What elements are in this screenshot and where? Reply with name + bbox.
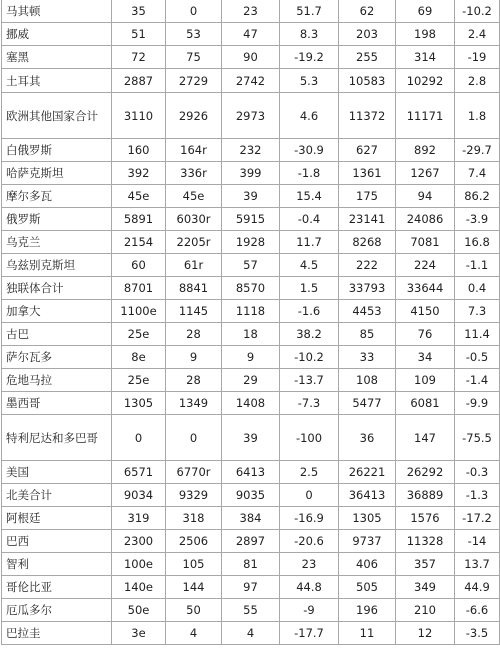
table-cell-col7: 11.4 bbox=[455, 323, 500, 346]
table-row bbox=[2, 300, 500, 323]
table-cell-col6: 349 bbox=[396, 576, 455, 599]
table-cell-col3: 5915 bbox=[222, 208, 280, 231]
table-cell-col4: -20.6 bbox=[280, 530, 339, 553]
table-cell-col4: 2.5 bbox=[280, 461, 339, 484]
table-cell-col3: 384 bbox=[222, 507, 280, 530]
table-cell-col1: 60 bbox=[112, 254, 166, 277]
table-cell-col2: 144 bbox=[166, 576, 222, 599]
table-row bbox=[2, 599, 500, 622]
table-cell-col3: 90 bbox=[222, 46, 280, 69]
table-row bbox=[2, 622, 500, 645]
table-cell-col5: 1361 bbox=[339, 162, 396, 185]
table-cell-col7: -19 bbox=[455, 46, 500, 69]
table-cell-col1: 3110 bbox=[112, 93, 166, 139]
table-cell-col2: 4 bbox=[166, 622, 222, 645]
table-cell-col7: 16.8 bbox=[455, 231, 500, 254]
table-cell-col3: 399 bbox=[222, 162, 280, 185]
table-cell-col7: -6.6 bbox=[455, 599, 500, 622]
table-row bbox=[2, 162, 500, 185]
table-cell-col5: 196 bbox=[339, 599, 396, 622]
table-row bbox=[2, 507, 500, 530]
row-label: 萨尔瓦多 bbox=[2, 346, 112, 369]
table-cell-col2: 1349 bbox=[166, 392, 222, 415]
table-cell-col1: 1305 bbox=[112, 392, 166, 415]
table-cell-col5: 11 bbox=[339, 622, 396, 645]
table-cell-col1: 50e bbox=[112, 599, 166, 622]
row-label: 白俄罗斯 bbox=[2, 139, 112, 162]
table-row bbox=[2, 323, 500, 346]
table-cell-col7: -0.3 bbox=[455, 461, 500, 484]
table-cell-col6: 24086 bbox=[396, 208, 455, 231]
table-cell-col4: -17.7 bbox=[280, 622, 339, 645]
table-cell-col2: 9329 bbox=[166, 484, 222, 507]
table-row bbox=[2, 461, 500, 484]
table-cell-col4: -7.3 bbox=[280, 392, 339, 415]
table-cell-col2: 0 bbox=[166, 415, 222, 461]
table-cell-col1: 6571 bbox=[112, 461, 166, 484]
table-cell-col3: 97 bbox=[222, 576, 280, 599]
table-cell-col3: 55 bbox=[222, 599, 280, 622]
table-cell-col6: 198 bbox=[396, 23, 455, 46]
table-cell-col2: 8841 bbox=[166, 277, 222, 300]
table-row bbox=[2, 0, 500, 23]
table-cell-col6: 892 bbox=[396, 139, 455, 162]
table-cell-col2: 75 bbox=[166, 46, 222, 69]
table-cell-col7: 0.4 bbox=[455, 277, 500, 300]
table-cell-col7: -17.2 bbox=[455, 507, 500, 530]
table-row bbox=[2, 23, 500, 46]
table-cell-col7: 1.8 bbox=[455, 93, 500, 139]
row-label: 巴西 bbox=[2, 530, 112, 553]
table-cell-col6: 210 bbox=[396, 599, 455, 622]
table-cell-col5: 26221 bbox=[339, 461, 396, 484]
table-cell-col4: 15.4 bbox=[280, 185, 339, 208]
table-cell-col4: 4.6 bbox=[280, 93, 339, 139]
table-cell-col7: -75.5 bbox=[455, 415, 500, 461]
table-cell-col1: 2300 bbox=[112, 530, 166, 553]
table-cell-col6: 224 bbox=[396, 254, 455, 277]
table-cell-col6: 314 bbox=[396, 46, 455, 69]
row-label: 危地马拉 bbox=[2, 369, 112, 392]
row-label: 土耳其 bbox=[2, 69, 112, 93]
table-cell-col6: 147 bbox=[396, 415, 455, 461]
table-cell-col4: -13.7 bbox=[280, 369, 339, 392]
table-cell-col1: 160 bbox=[112, 139, 166, 162]
table-cell-col5: 23141 bbox=[339, 208, 396, 231]
table-cell-col2: 318 bbox=[166, 507, 222, 530]
table-cell-col5: 5477 bbox=[339, 392, 396, 415]
row-label: 美国 bbox=[2, 461, 112, 484]
table-row bbox=[2, 369, 500, 392]
table-row bbox=[2, 392, 500, 415]
table-cell-col7: -9.9 bbox=[455, 392, 500, 415]
table-cell-col1: 319 bbox=[112, 507, 166, 530]
table-cell-col2: 28 bbox=[166, 369, 222, 392]
table-cell-col1: 8701 bbox=[112, 277, 166, 300]
row-label: 乌克兰 bbox=[2, 231, 112, 254]
table-cell-col4: 44.8 bbox=[280, 576, 339, 599]
table-cell-col4: 8.3 bbox=[280, 23, 339, 46]
table-cell-col7: -1.4 bbox=[455, 369, 500, 392]
row-label: 巴拉圭 bbox=[2, 622, 112, 645]
table-cell-col5: 4453 bbox=[339, 300, 396, 323]
table-cell-col3: 18 bbox=[222, 323, 280, 346]
table-row bbox=[2, 576, 500, 599]
table-cell-col4: 38.2 bbox=[280, 323, 339, 346]
row-label: 阿根廷 bbox=[2, 507, 112, 530]
table-cell-col1: 0 bbox=[112, 415, 166, 461]
table-cell-col1: 8e bbox=[112, 346, 166, 369]
table-cell-col6: 1576 bbox=[396, 507, 455, 530]
table-cell-col6: 26292 bbox=[396, 461, 455, 484]
table-cell-col5: 9737 bbox=[339, 530, 396, 553]
row-label: 古巴 bbox=[2, 323, 112, 346]
table-row bbox=[2, 553, 500, 576]
row-label: 北美合计 bbox=[2, 484, 112, 507]
table-cell-col6: 6081 bbox=[396, 392, 455, 415]
table-cell-col6: 1267 bbox=[396, 162, 455, 185]
table-cell-col3: 1408 bbox=[222, 392, 280, 415]
row-label: 智利 bbox=[2, 553, 112, 576]
table-cell-col1: 51 bbox=[112, 23, 166, 46]
table-cell-col6: 94 bbox=[396, 185, 455, 208]
table-cell-col3: 1928 bbox=[222, 231, 280, 254]
table-body bbox=[2, 0, 500, 645]
table-cell-col3: 23 bbox=[222, 0, 280, 23]
table-row bbox=[2, 46, 500, 69]
table-cell-col2: 164r bbox=[166, 139, 222, 162]
table-cell-col3: 1118 bbox=[222, 300, 280, 323]
table-cell-col6: 109 bbox=[396, 369, 455, 392]
table-cell-col7: -0.5 bbox=[455, 346, 500, 369]
table-cell-col6: 11328 bbox=[396, 530, 455, 553]
table-cell-col3: 9035 bbox=[222, 484, 280, 507]
table-cell-col4: -0.4 bbox=[280, 208, 339, 231]
table-cell-col7: 7.4 bbox=[455, 162, 500, 185]
table-cell-col7: -3.9 bbox=[455, 208, 500, 231]
row-label: 挪威 bbox=[2, 23, 112, 46]
table-row bbox=[2, 185, 500, 208]
table-cell-col4: -1.6 bbox=[280, 300, 339, 323]
table-cell-col3: 2742 bbox=[222, 69, 280, 93]
table-cell-col2: 2506 bbox=[166, 530, 222, 553]
table-row bbox=[2, 254, 500, 277]
row-label: 乌兹别克斯坦 bbox=[2, 254, 112, 277]
row-label: 哈萨克斯坦 bbox=[2, 162, 112, 185]
table-cell-col1: 35 bbox=[112, 0, 166, 23]
row-label: 独联体合计 bbox=[2, 277, 112, 300]
table-cell-col6: 11171 bbox=[396, 93, 455, 139]
row-label: 加拿大 bbox=[2, 300, 112, 323]
table-cell-col7: -1.3 bbox=[455, 484, 500, 507]
table-cell-col2: 28 bbox=[166, 323, 222, 346]
table-cell-col6: 69 bbox=[396, 0, 455, 23]
table-cell-col5: 36413 bbox=[339, 484, 396, 507]
table-cell-col4: 1.5 bbox=[280, 277, 339, 300]
table-cell-col4: -16.9 bbox=[280, 507, 339, 530]
table-cell-col5: 33 bbox=[339, 346, 396, 369]
table-cell-col5: 36 bbox=[339, 415, 396, 461]
table-cell-col5: 175 bbox=[339, 185, 396, 208]
row-label: 欧洲其他国家合计 bbox=[2, 93, 112, 139]
table-cell-col1: 9034 bbox=[112, 484, 166, 507]
table-cell-col4: -30.9 bbox=[280, 139, 339, 162]
table-row bbox=[2, 93, 500, 139]
table-cell-col6: 10292 bbox=[396, 69, 455, 93]
table-cell-col2: 336r bbox=[166, 162, 222, 185]
table-cell-col1: 3e bbox=[112, 622, 166, 645]
table-cell-col2: 0 bbox=[166, 0, 222, 23]
table-row bbox=[2, 69, 500, 93]
table-cell-col3: 8570 bbox=[222, 277, 280, 300]
table-cell-col1: 5891 bbox=[112, 208, 166, 231]
row-label: 摩尔多瓦 bbox=[2, 185, 112, 208]
table-cell-col2: 6030r bbox=[166, 208, 222, 231]
table-cell-col2: 105 bbox=[166, 553, 222, 576]
row-label: 马其顿 bbox=[2, 0, 112, 23]
table-cell-col5: 203 bbox=[339, 23, 396, 46]
table-cell-col7: -1.1 bbox=[455, 254, 500, 277]
table-cell-col5: 406 bbox=[339, 553, 396, 576]
table-cell-col2: 6770r bbox=[166, 461, 222, 484]
table-cell-col3: 39 bbox=[222, 415, 280, 461]
table-cell-col3: 9 bbox=[222, 346, 280, 369]
table-cell-col1: 25e bbox=[112, 323, 166, 346]
table-cell-col2: 61r bbox=[166, 254, 222, 277]
table-cell-col2: 53 bbox=[166, 23, 222, 46]
table-cell-col2: 45e bbox=[166, 185, 222, 208]
table-cell-col4: 4.5 bbox=[280, 254, 339, 277]
table-cell-col4: 11.7 bbox=[280, 231, 339, 254]
table-cell-col5: 33793 bbox=[339, 277, 396, 300]
table-cell-col1: 72 bbox=[112, 46, 166, 69]
table-cell-col3: 47 bbox=[222, 23, 280, 46]
table-cell-col1: 1100e bbox=[112, 300, 166, 323]
table-cell-col5: 222 bbox=[339, 254, 396, 277]
table-cell-col1: 2887 bbox=[112, 69, 166, 93]
table-cell-col3: 57 bbox=[222, 254, 280, 277]
row-label: 塞黑 bbox=[2, 46, 112, 69]
table-cell-col4: -100 bbox=[280, 415, 339, 461]
table-cell-col1: 140e bbox=[112, 576, 166, 599]
table-cell-col6: 76 bbox=[396, 323, 455, 346]
table-cell-col7: 2.8 bbox=[455, 69, 500, 93]
table-cell-col3: 2973 bbox=[222, 93, 280, 139]
table-row bbox=[2, 208, 500, 231]
table-cell-col7: -29.7 bbox=[455, 139, 500, 162]
table-cell-col6: 12 bbox=[396, 622, 455, 645]
table-row bbox=[2, 415, 500, 461]
table-cell-col5: 85 bbox=[339, 323, 396, 346]
table-cell-col7: 7.3 bbox=[455, 300, 500, 323]
table-cell-col7: -14 bbox=[455, 530, 500, 553]
table-cell-col5: 627 bbox=[339, 139, 396, 162]
table-cell-col4: 23 bbox=[280, 553, 339, 576]
table-cell-col2: 2926 bbox=[166, 93, 222, 139]
table-row bbox=[2, 231, 500, 254]
table-cell-col5: 8268 bbox=[339, 231, 396, 254]
table-cell-col7: 13.7 bbox=[455, 553, 500, 576]
table-cell-col3: 81 bbox=[222, 553, 280, 576]
table-row bbox=[2, 484, 500, 507]
table-cell-col3: 6413 bbox=[222, 461, 280, 484]
table-cell-col1: 392 bbox=[112, 162, 166, 185]
table-cell-col5: 10583 bbox=[339, 69, 396, 93]
table-cell-col3: 2897 bbox=[222, 530, 280, 553]
row-label: 俄罗斯 bbox=[2, 208, 112, 231]
table-cell-col6: 34 bbox=[396, 346, 455, 369]
table-cell-col4: -19.2 bbox=[280, 46, 339, 69]
table-row bbox=[2, 346, 500, 369]
table-cell-col3: 232 bbox=[222, 139, 280, 162]
table-row bbox=[2, 530, 500, 553]
table-cell-col5: 1305 bbox=[339, 507, 396, 530]
steel-data-table bbox=[1, 0, 500, 645]
table-row bbox=[2, 277, 500, 300]
table-cell-col4: 0 bbox=[280, 484, 339, 507]
table-cell-col3: 4 bbox=[222, 622, 280, 645]
table-cell-col2: 2205r bbox=[166, 231, 222, 254]
table-cell-col6: 4150 bbox=[396, 300, 455, 323]
table-row bbox=[2, 139, 500, 162]
table-cell-col7: 86.2 bbox=[455, 185, 500, 208]
table-cell-col7: -3.5 bbox=[455, 622, 500, 645]
table-cell-col4: -9 bbox=[280, 599, 339, 622]
row-label: 哥伦比亚 bbox=[2, 576, 112, 599]
table-cell-col2: 50 bbox=[166, 599, 222, 622]
table-cell-col6: 36889 bbox=[396, 484, 455, 507]
table-cell-col4: -10.2 bbox=[280, 346, 339, 369]
row-label: 特利尼达和多巴哥 bbox=[2, 415, 112, 461]
table-cell-col2: 9 bbox=[166, 346, 222, 369]
table-cell-col5: 11372 bbox=[339, 93, 396, 139]
table-cell-col1: 25e bbox=[112, 369, 166, 392]
table-cell-col1: 100e bbox=[112, 553, 166, 576]
table-cell-col3: 29 bbox=[222, 369, 280, 392]
table-cell-col1: 2154 bbox=[112, 231, 166, 254]
table-cell-col5: 255 bbox=[339, 46, 396, 69]
table-cell-col7: 2.4 bbox=[455, 23, 500, 46]
table-cell-col4: -1.8 bbox=[280, 162, 339, 185]
row-label: 墨西哥 bbox=[2, 392, 112, 415]
table-cell-col4: 5.3 bbox=[280, 69, 339, 93]
table-cell-col1: 45e bbox=[112, 185, 166, 208]
row-label: 厄瓜多尔 bbox=[2, 599, 112, 622]
table-cell-col7: -10.2 bbox=[455, 0, 500, 23]
table-cell-col5: 62 bbox=[339, 0, 396, 23]
table-cell-col6: 7081 bbox=[396, 231, 455, 254]
table-cell-col7: 44.9 bbox=[455, 576, 500, 599]
table-cell-col6: 33644 bbox=[396, 277, 455, 300]
table-cell-col5: 108 bbox=[339, 369, 396, 392]
table-cell-col2: 2729 bbox=[166, 69, 222, 93]
table-cell-col2: 1145 bbox=[166, 300, 222, 323]
table-cell-col6: 357 bbox=[396, 553, 455, 576]
table-cell-col3: 39 bbox=[222, 185, 280, 208]
table-cell-col4: 51.7 bbox=[280, 0, 339, 23]
table-cell-col5: 505 bbox=[339, 576, 396, 599]
